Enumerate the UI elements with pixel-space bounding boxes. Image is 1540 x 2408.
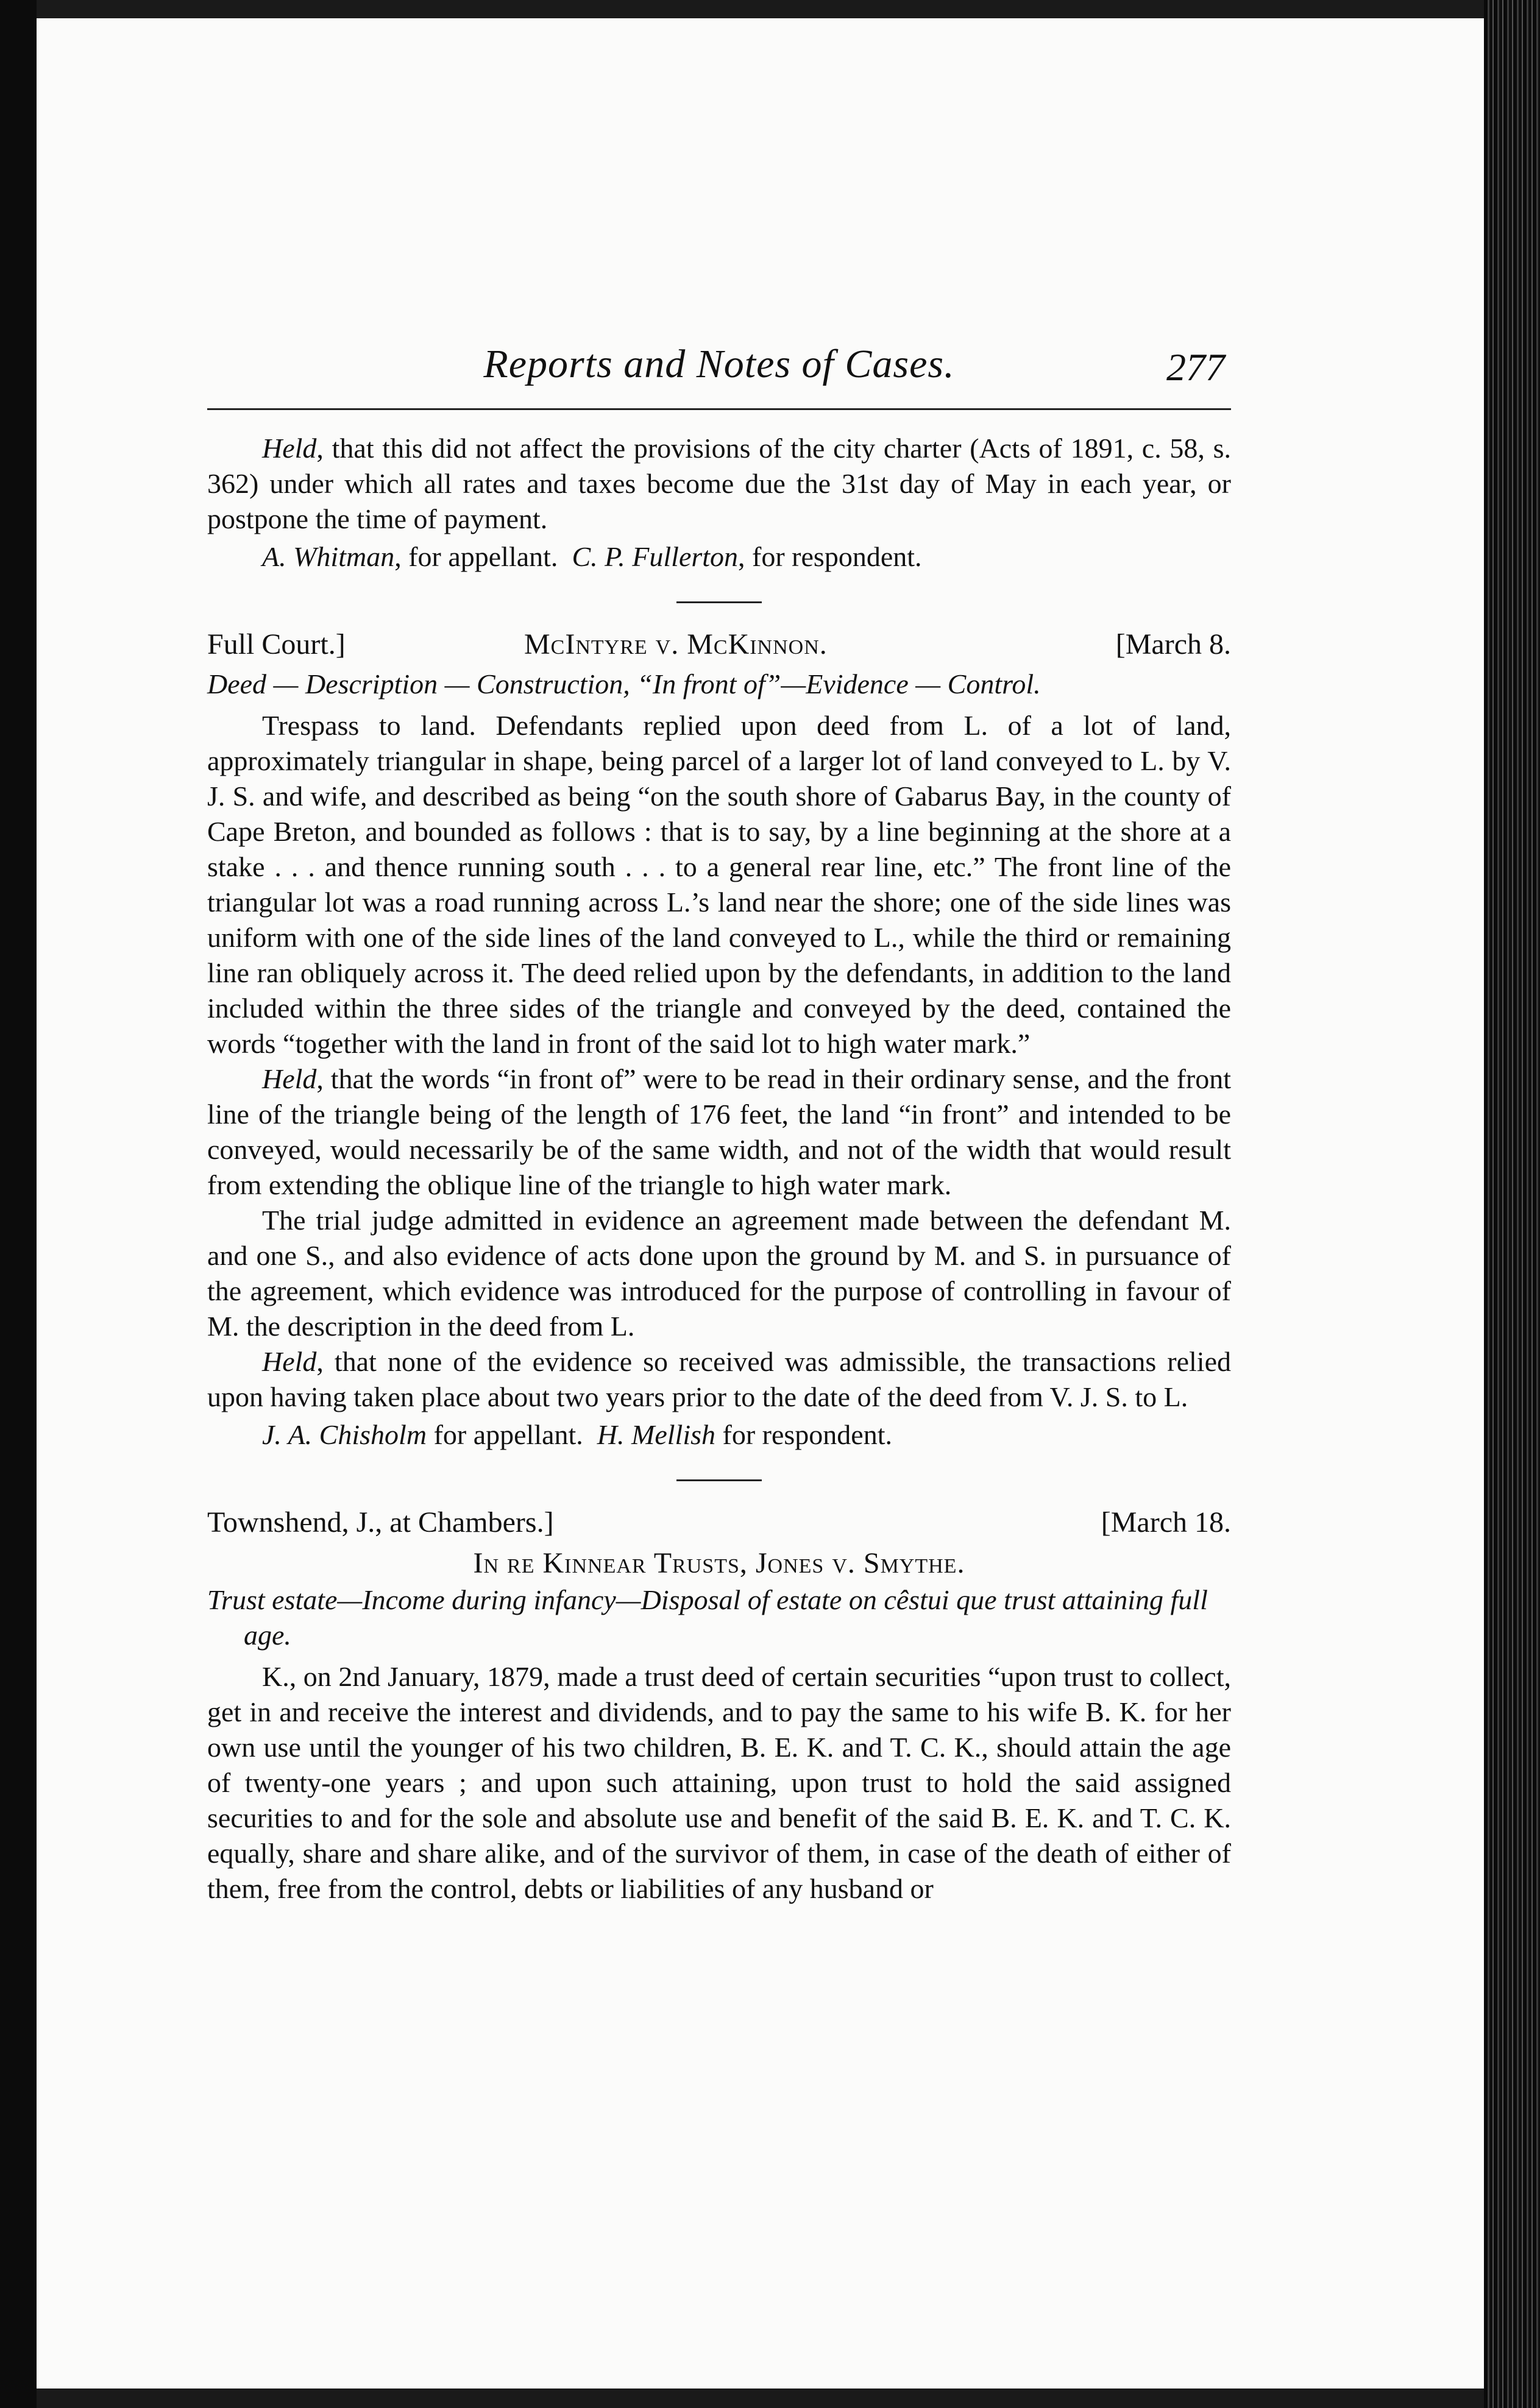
held-paragraph	[207, 431, 1231, 537]
case-facts: K., on 2nd January, 1879, made a trust deed of certain securities “upon trust to collect, get in and receive the interest and dividends, and to pay the same to his wife B. K. for her own use until the younger of his two children, B. E. K. and T. C. K., should attain the age of twenty-one years ; and upon such attaining, upon trust to hold the said assigned securities to and for the sole and absolute use and benefit of the said B. E. K. and T. C. K. equally, share and share alike, and of the survivor of them, in case of the death of either of them, free from the control, debts or liabilities of any husband or	[207, 1661, 1231, 1904]
case-date: [March 8.	[1115, 628, 1231, 660]
case-title: McIntyre v. McKinnon.	[524, 628, 828, 660]
case-date: [March 18.	[1101, 1506, 1231, 1539]
held-text: , that none of the evidence so received was admissible, the transactions relied upon having taken place about two years prior to the date of the deed from V. J. S. to L.	[207, 1346, 1231, 1412]
case-facts: Trespass to land. Defendants replied upon deed from L. of a lot of land, approximately triangular in shape, being parcel of a larger lot of land conveyed to L. by V. J. S. and wife, and described as being “on the south shore of Gabarus Bay, in the county of Cape Breton, and bounded as follows : that is to say, by a line beginning at the shore at a stake . . . and thence running south . . . to a general rear line, etc.” The front line of the triangular lot was a road running across L.’s land near the shore; one of the side lines was uniform with one of the side lines of the land conveyed to L., while the third or remaining line ran obliquely across it. The deed relied upon by the defendants, in addition to the land included within the three sides of the triangle and conveyed by the deed, contained the words “together with the land in front of the said lot to high water mark.”	[207, 710, 1231, 1059]
case-heading	[207, 1506, 1231, 1545]
respondent-role: , for respondent.	[738, 541, 922, 572]
held-paragraph	[207, 1061, 1231, 1203]
respondent-counsel: C. P. Fullerton	[572, 541, 739, 572]
page-header	[207, 341, 1231, 410]
case-headnote: Trust estate—Income during infancy—Disposal of estate on cêstui que trust attaining full age.	[207, 1584, 1208, 1651]
running-title: Reports and Notes of Cases.	[483, 342, 955, 386]
section-divider	[676, 601, 762, 603]
case-heading	[207, 628, 1231, 667]
respondent-counsel: H. Mellish	[597, 1419, 715, 1450]
appellant-role: for appellant.	[427, 1419, 583, 1450]
case-headnote: Deed — Description — Construction, “In front of”—Evidence — Control.	[207, 668, 1041, 699]
court-name: Full Court.]	[207, 628, 346, 660]
counsel-line	[207, 1417, 1231, 1453]
evidence-paragraph: The trial judge admitted in evidence an agreement made between the defendant M. and one S., and also evidence of acts done upon the ground by M. and S. in pursuance of the agreement, which evidence was introduced for the purpose of controlling in favour of M. the description in the deed from L.	[207, 1205, 1231, 1342]
held-word: Held	[262, 1063, 317, 1094]
text-column	[207, 341, 1231, 1907]
held-text: , that this did not affect the provisions of the city charter (Acts of 1891, c. 58, s. 362) under which all rates and taxes become due the 31st day of May in each year, or postpone the time of payment.	[207, 433, 1231, 534]
page-number: 277	[1166, 345, 1225, 389]
court-name: Townshend, J., at Chambers.]	[207, 1506, 554, 1539]
held-text: , that the words “in front of” were to be read in their ordinary sense, and the front line of the triangle being of the length of 176 feet, the land “in front” and intended to be conveyed, would necessarily be of the same width, and not of the width that would result from extending the oblique line of the triangle to high water mark.	[207, 1063, 1231, 1200]
respondent-role: for respondent.	[715, 1419, 892, 1450]
book-edge-pages	[1484, 0, 1540, 2408]
held-word: Held	[262, 1346, 317, 1377]
appellant-role: , for appellant.	[394, 541, 558, 572]
held-paragraph	[207, 1344, 1231, 1415]
scan-left-edge	[0, 0, 37, 2408]
case-title: In re Kinnear Trusts, Jones v. Smythe.	[473, 1547, 965, 1579]
counsel-line	[207, 539, 1231, 575]
appellant-counsel: J. A. Chisholm	[262, 1419, 427, 1450]
section-divider	[676, 1479, 762, 1481]
appellant-counsel: A. Whitman	[262, 541, 395, 572]
held-word: Held	[262, 433, 317, 464]
